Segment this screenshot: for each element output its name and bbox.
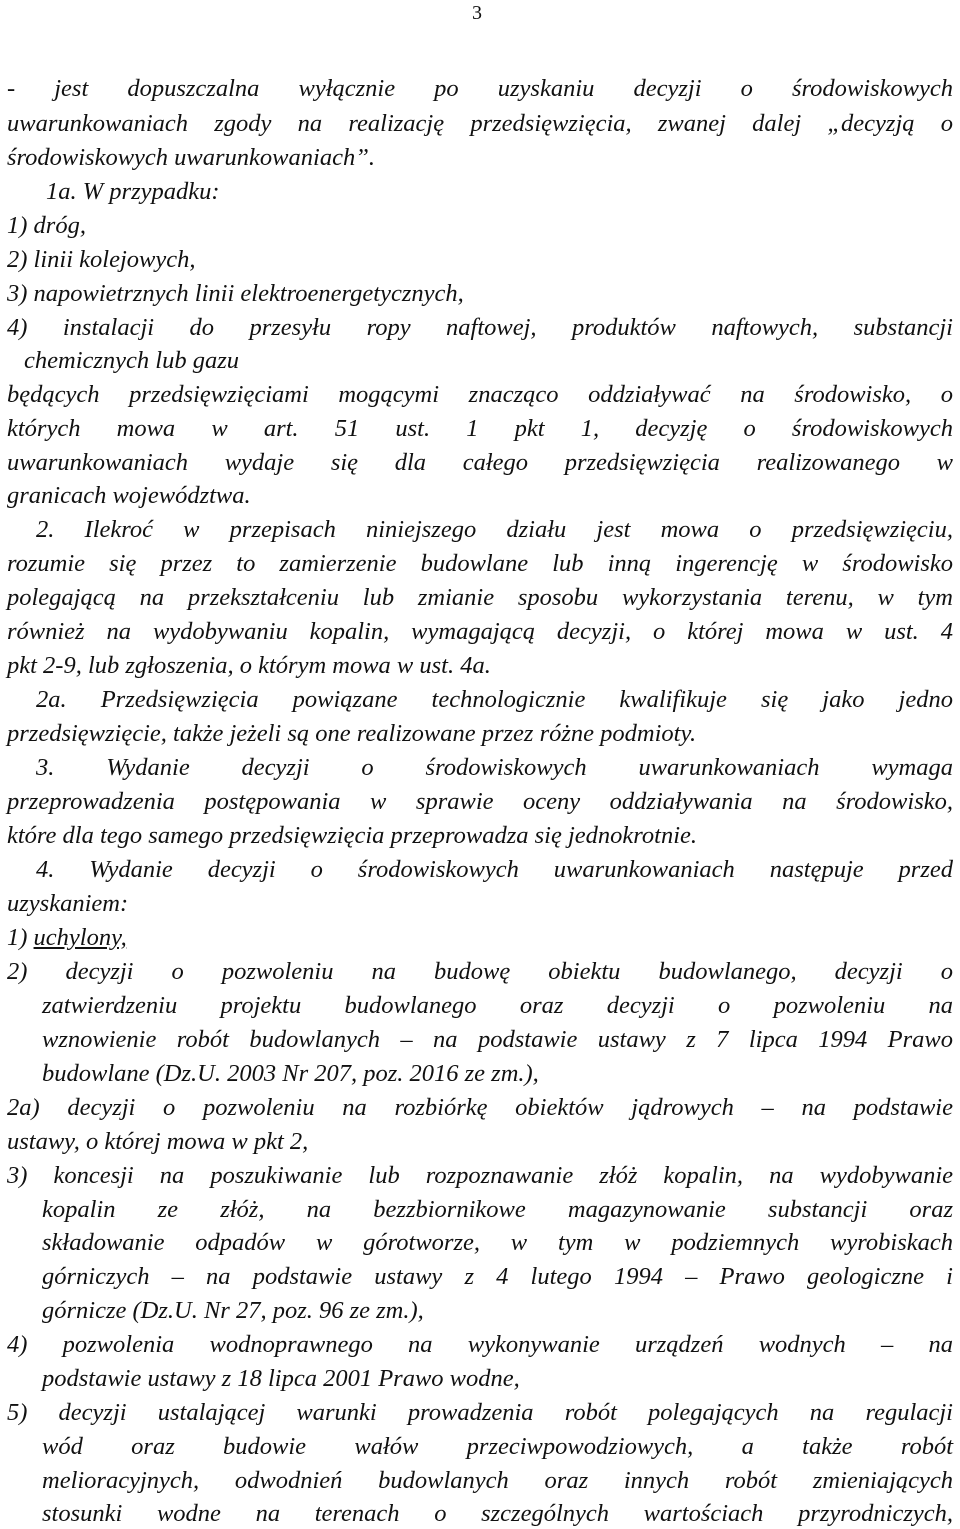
list-item: podstawie ustawy z 18 lipca 2001 Prawo wodne, xyxy=(42,1365,520,1392)
list-item: budowlane (Dz.U. 2003 Nr 207, poz. 2016 ze zm.), xyxy=(42,1060,539,1087)
list-item: stosunki wodne na terenach o szczególnych wartościach przyrodniczych, xyxy=(42,1500,953,1527)
list-item: 1) dróg, xyxy=(7,212,86,239)
text-line: środowiskowych uwarunkowaniach”. xyxy=(7,144,375,171)
list-number: 1) xyxy=(7,924,28,951)
text-line: pkt 2-9, lub zgłoszenia, o którym mowa w ust. 4a. xyxy=(7,652,491,679)
text-line: granicach województwa. xyxy=(7,482,251,509)
list-item xyxy=(7,923,953,953)
text-line: rozumie się przez to zamierzenie budowlane lub inną ingerencję w środowisko xyxy=(7,550,953,577)
text-line: 3. Wydanie decyzji o środowiskowych uwarunkowaniach wymaga xyxy=(36,754,953,781)
list-item: wznowienie robót budowlanych – na podstawie ustawy z 7 lipca 1994 Prawo xyxy=(42,1026,953,1053)
list-item: 4) pozwolenia wodnoprawnego na wykonywanie urządzeń wodnych – na xyxy=(7,1331,953,1358)
list-text: uchylony, xyxy=(33,924,127,951)
text-line: 1a. W przypadku: xyxy=(46,178,220,205)
text-line: uwarunkowaniach wydaje się dla całego przedsięwzięcia realizowanego w xyxy=(7,449,953,476)
list-item: wód oraz budowie wałów przeciwpowodziowych, a także robót xyxy=(42,1433,953,1460)
list-item: 2) linii kolejowych, xyxy=(7,246,196,273)
list-item: górniczych – na podstawie ustawy z 4 lutego 1994 – Prawo geologiczne i xyxy=(42,1263,953,1290)
list-item: 4) instalacji do przesyłu ropy naftowej, produktów naftowych, substancji xyxy=(7,314,953,341)
text-line: będących przedsięwzięciami mogącymi znacząco oddziaływać na środowisko, o xyxy=(7,381,953,408)
list-item: 3) napowietrznych linii elektroenergetycznych, xyxy=(7,280,464,307)
list-item: 3) koncesji na poszukiwanie lub rozpoznawanie złóż kopalin, na wydobywanie xyxy=(7,1162,953,1189)
list-item: górnicze (Dz.U. Nr 27, poz. 96 ze zm.), xyxy=(42,1297,424,1324)
text-line: przeprowadzenia postępowania w sprawie oceny oddziaływania na środowisko, xyxy=(7,788,953,815)
text-line: 2a. Przedsięwzięcia powiązane technologicznie kwalifikuje się jako jedno xyxy=(36,686,953,713)
list-item: kopalin ze złóż, na bezzbiornikowe magazynowanie substancji oraz xyxy=(42,1196,953,1223)
list-item: 5) decyzji ustalającej warunki prowadzenia robót polegających na regulacji xyxy=(7,1399,953,1426)
text-line: uwarunkowaniach zgody na realizację przedsięwzięcia, zwanej dalej „decyzją o xyxy=(7,110,953,137)
list-item: ustawy, o której mowa w pkt 2, xyxy=(7,1128,309,1155)
list-item: melioracyjnych, odwodnień budowlanych oraz innych robót zmieniających xyxy=(42,1467,953,1494)
list-item: zatwierdzeniu projektu budowlanego oraz decyzji o pozwoleniu na xyxy=(42,992,953,1019)
text-line: których mowa w art. 51 ust. 1 pkt 1, decyzję o środowiskowych xyxy=(7,415,953,442)
text-line: 4. Wydanie decyzji o środowiskowych uwarunkowaniach następuje przed xyxy=(36,856,953,883)
text-line: które dla tego samego przedsięwzięcia przeprowadza się jednokrotnie. xyxy=(7,822,697,849)
page-number: 3 xyxy=(472,2,482,24)
list-item: 2) decyzji o pozwoleniu na budowę obiektu budowlanego, decyzji o xyxy=(7,958,953,985)
text-line: - jest dopuszczalna wyłącznie po uzyskaniu decyzji o środowiskowych xyxy=(7,75,953,102)
list-item: składowanie odpadów w górotworze, w tym w podziemnych wyrobiskach xyxy=(42,1229,953,1256)
text-line: uzyskaniem: xyxy=(7,890,129,917)
list-item: chemicznych lub gazu xyxy=(24,347,239,374)
list-item: 2a) decyzji o pozwoleniu na rozbiórkę obiektów jądrowych – na podstawie xyxy=(7,1094,953,1121)
text-line: przedsięwzięcie, także jeżeli są one realizowane przez różne podmioty. xyxy=(7,720,697,747)
text-line: również na wydobywaniu kopalin, wymagającą decyzji, o której mowa w ust. 4 xyxy=(7,618,953,645)
text-line: 2. Ilekroć w przepisach niniejszego działu jest mowa o przedsięwzięciu, xyxy=(36,516,953,543)
text-line: polegającą na przekształceniu lub zmianie sposobu wykorzystania terenu, w tym xyxy=(7,584,953,611)
